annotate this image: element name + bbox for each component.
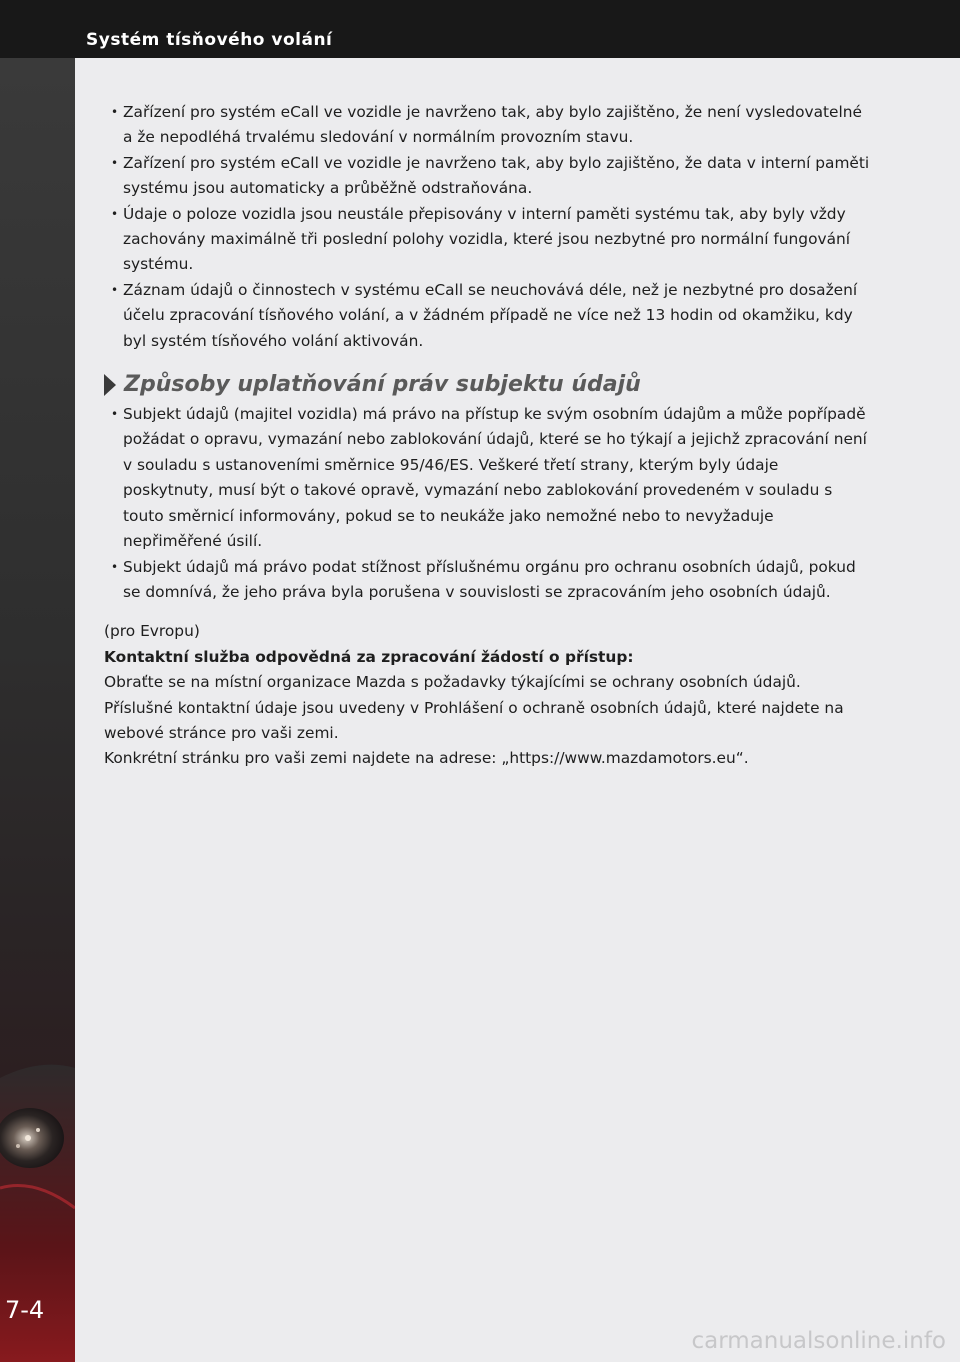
contact-title: Kontaktní služba odpovědná za zpracování žádostí o přístup: <box>104 647 634 666</box>
list-item: • Záznam údajů o činnostech v systému eCall se neuchovává déle, než je nezbytné pro dosažení účelu zpracování tísňového volání, a v žádném případě ne více než 13 hodin od okamžiku, kdy byl systém tísňového volání aktivován. <box>104 278 872 354</box>
contact-region: (pro Evropu) <box>104 622 200 641</box>
page-number: 7-4 <box>5 1296 45 1324</box>
section-title: Způsoby uplatňování práv subjektu údajů <box>124 372 641 398</box>
heading-marker-icon <box>104 374 116 396</box>
list-item: • Údaje o poloze vozidla jsou neustále přepisovány v interní paměti systému tak, aby byly vždy zachovány maximálně tři poslední polohy vozidla, které jsou nezbytné pro normální fungování systému. <box>104 202 872 278</box>
list-item: • Zařízení pro systém eCall ve vozidle je navrženo tak, aby bylo zajištěno, že data v interní paměti systému jsou automaticky a průběžně odstraňována. <box>104 151 872 202</box>
contact-url-line: Konkrétní stránku pro vaši zemi najdete na adrese: „https://www.mazdamotors.eu“. <box>104 749 749 768</box>
list-item: • Subjekt údajů (majitel vozidla) má právo na přístup ke svým osobním údajům a může popřípadě požádat o opravu, vymazání nebo zablokování údajů, které se ho týkají a jejichž zpracování není v souladu s ustanoveními směrnice 95/46/ES. Veškeré třetí strany, kterým byly údaje poskytnuty, musí být o takové opravě, vymazání nebo zablokování provedeném v souladu s touto směrnicí informovány, pokud se to neukáže jako nemožné nebo to nevyžaduje nepřiměřené úsilí. <box>104 402 872 554</box>
main-content <box>104 100 872 772</box>
section-heading <box>104 370 872 400</box>
contact-body: Obraťte se na místní organizace Mazda s požadavky týkajícími se ochrany osobních údajů. Příslušné kontaktní údaje jsou uvedeny v Prohlášení o ochraně osobních údajů, které najdete na webové stránce pro vaši zemi. <box>104 673 844 742</box>
watermark: carmanualsonline.info <box>691 1328 946 1354</box>
page-header <box>0 0 960 58</box>
contact-block <box>104 619 872 771</box>
list-item: • Zařízení pro systém eCall ve vozidle je navrženo tak, aby bylo zajištěno, že není vysledovatelné a že nepodléhá trvalému sledování v normálním provozním stavu. <box>104 100 872 151</box>
chapter-title: Systém tísňového volání <box>86 30 333 50</box>
sidebar-band <box>0 58 75 1362</box>
rights-bullet-list <box>104 402 872 605</box>
intro-bullet-list <box>104 100 872 354</box>
list-item: • Subjekt údajů má právo podat stížnost příslušnému orgánu pro ochranu osobních údajů, pokud se domnívá, že jeho práva byla porušena v souvislosti se zpracováním jeho osobních údajů. <box>104 555 872 606</box>
